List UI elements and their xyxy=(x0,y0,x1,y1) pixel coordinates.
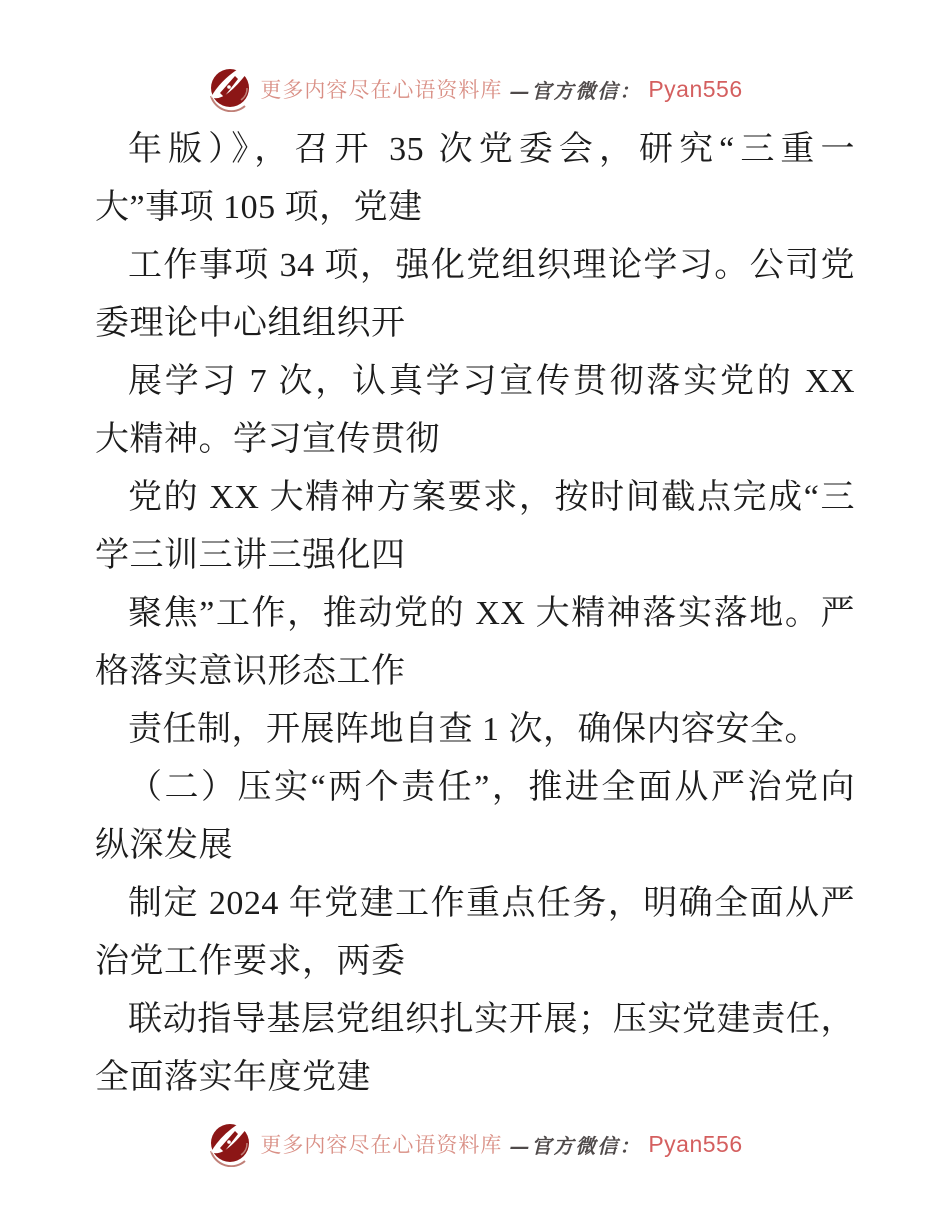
text-line: （二）压实“两个责任”，推进全面从严治党向 xyxy=(128,769,855,806)
text-line: 责任制，开展阵地自查 1 次，确保内容安全。 xyxy=(128,711,819,748)
wechat-id: Pyan556 xyxy=(648,75,743,102)
text-line: 党的 XX 大精神方案要求，按时间截点完成“三 xyxy=(128,479,855,516)
wechat-label: —官方微信： xyxy=(509,1133,642,1158)
footer-banner xyxy=(0,1119,950,1169)
text-line: 展学习 7 次，认真学习宣传贯彻落实党的 XX xyxy=(128,363,855,400)
brand-text: 更多内容尽在心语资料库 xyxy=(260,1133,503,1157)
text-line: 大精神。学习宣传贯彻 xyxy=(95,421,440,458)
text-line: 年版）》，召开 35 次党委会，研究“三重一 xyxy=(128,131,855,168)
document-body xyxy=(95,121,855,1107)
text-line: 聚焦”工作，推动党的 XX 大精神落实落地。严 xyxy=(128,595,855,632)
text-line: 大”事项 105 项，党建 xyxy=(95,189,423,226)
text-line: 联动指导基层党组织扎实开展；压实党建责任， xyxy=(128,1001,855,1038)
text-line: 制定 2024 年党建工作重点任务，明确全面从严 xyxy=(128,885,855,922)
text-line: 工作事项 34 项，强化党组织理论学习。公司党 xyxy=(128,247,855,284)
text-line: 格落实意识形态工作 xyxy=(95,653,406,690)
wechat-label: —官方微信： xyxy=(509,78,642,103)
text-line: 全面落实年度党建 xyxy=(95,1059,371,1096)
header-banner xyxy=(0,64,950,114)
pen-emblem-logo-icon xyxy=(207,1121,253,1167)
wechat-id: Pyan556 xyxy=(648,1130,743,1157)
text-line: 治党工作要求，两委 xyxy=(95,943,406,980)
pen-emblem-logo-icon xyxy=(207,66,253,112)
brand-text: 更多内容尽在心语资料库 xyxy=(260,78,503,102)
text-line: 纵深发展 xyxy=(95,827,233,864)
text-line: 学三训三讲三强化四 xyxy=(95,537,406,574)
text-line: 委理论中心组组织开 xyxy=(95,305,406,342)
